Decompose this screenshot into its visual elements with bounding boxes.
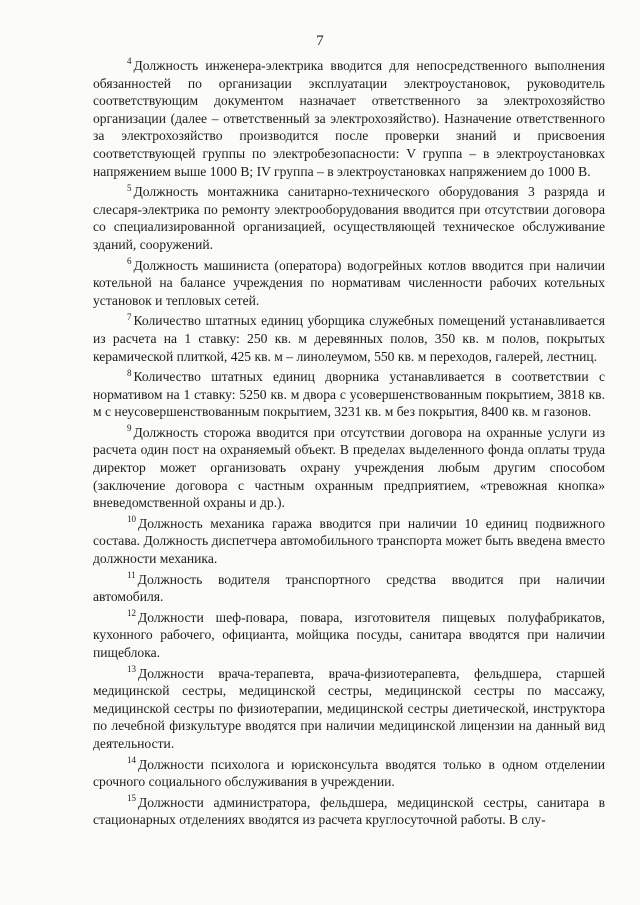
footnote-marker: 10 — [127, 514, 136, 525]
footnote-marker: 4 — [127, 56, 132, 67]
footnote-9 — [93, 424, 605, 512]
footnote-marker: 8 — [127, 367, 132, 378]
footnote-marker: 15 — [127, 793, 136, 804]
footnote-10 — [93, 515, 605, 568]
footnote-marker: 6 — [127, 256, 132, 266]
footnote-text: Должность механика гаража вводится при наличии 10 единиц подвижного состава. Должность диспетчера автомобильного транспорта может быть введена вместо должности механика. — [93, 515, 605, 567]
footnote-5 — [93, 183, 605, 253]
footnote-marker: 7 — [127, 311, 132, 322]
footnote-marker: 11 — [127, 570, 136, 581]
footnote-15 — [93, 794, 605, 829]
footnote-marker: 12 — [127, 608, 136, 619]
footnote-6 — [93, 257, 605, 310]
footnote-text: Должности психолога и юрисконсульта вводятся только в одном отделении срочного социального обслуживания в учреждении. — [93, 756, 605, 790]
footnote-text: Количество штатных единиц уборщика служебных помещений устанавливается из расчета на 1 ставку: 250 кв. м деревянных полов, 350 кв. м полов, покрытых керамической плиткой, 425 кв. м – линолеумом, 550 кв. м переходов, галерей, лестниц. — [93, 313, 605, 364]
footnote-13 — [93, 665, 605, 753]
footnote-text: Должность водителя транспортного средства вводится при наличии автомобиля. — [93, 571, 605, 605]
page-number: 7 — [316, 33, 324, 49]
footnote-4 — [93, 57, 605, 180]
footnote-text: Должности шеф-повара, повара, изготовителя пищевых полуфабрикатов, кухонного рабочего, официанта, мойщика посуды, санитара вводятся при наличии пищеблока. — [93, 609, 605, 660]
footnote-text: Должности врача-терапевта, врача-физиотерапевта, фельдшера, старшей медицинской сестры, медицинской сестры, медицинской сестры по массажу, медицинской сестры по физиотерапии, медицинской сестры диетической, инструктора по лечебной физкультуре вводятся при наличии медицинской лицензии на данный вид деятельности. — [93, 665, 605, 751]
footnote-8 — [93, 368, 605, 421]
footnote-text: Должность сторожа вводится при отсутствии договора на охранные услуги из расчета один пост на охраняемый объект. В пределах выделенного фонда оплаты труда директор может организовать охрану учреждения любым другим способом (заключение договора с частным охранным предприятием, «тревожная кнопка» вневедомственной охраны и др.). — [93, 424, 605, 511]
footnotes-block — [93, 57, 605, 832]
footnote-7 — [93, 312, 605, 365]
footnote-text: Должность машиниста (оператора) водогрейных котлов вводится при наличии котельной на балансе учреждения по нормативам численности рабочих котельных установок и тепловых сетей. — [93, 257, 605, 308]
footnote-text: Должность монтажника санитарно-технического оборудования 3 разряда и слесаря-электрика по ремонту электрооборудования вводится при отсутствии договора со специализированной организацией, осуществляющей техническое обслуживание зданий, сооружений. — [93, 184, 605, 252]
footnote-12 — [93, 609, 605, 662]
footnote-text: Должности администратора, фельдшера, медицинской сестры, санитара в стационарных отделениях вводятся из расчета круглосуточной работы. В слу- — [93, 794, 605, 828]
footnote-text: Должность инженера-электрика вводится для непосредственного выполнения обязанностей по организации эксплуатации электроустановок, руководитель соответствующим документом назначает ответственного за электрохозяйство организации (далее – ответственный за электрохозяйство). Назначение ответственного за электрохозяйство производится после проверки знаний и присвоения соответствующей группы по электробезопасности: V группа – в электроустановках напряжением выше 1000 В; IV группа – в электроустановках напряжением до 1000 В. — [93, 58, 605, 179]
footnote-marker: 14 — [127, 755, 136, 766]
footnote-text: Количество штатных единиц дворника устанавливается в соответствии с нормативом на 1 ставку: 5250 кв. м двора с усовершенствованным покрытием, 3818 кв. м с неусовершенствованным покрытием, 3231 кв. м без покрытия, 8400 кв. м газонов. — [93, 369, 605, 420]
footnote-marker: 13 — [127, 664, 136, 675]
footnote-marker: 5 — [127, 182, 132, 193]
footnote-14 — [93, 756, 605, 791]
footnote-marker: 9 — [127, 423, 132, 434]
footnote-11 — [93, 571, 605, 606]
